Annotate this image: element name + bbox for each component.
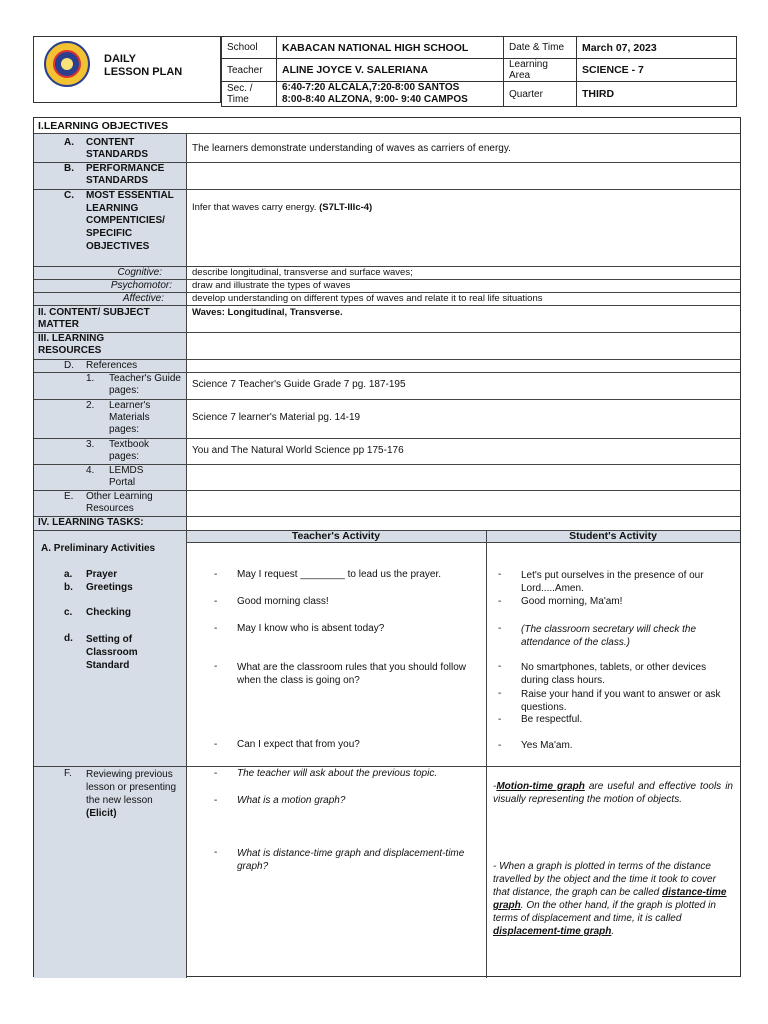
elicit-tag: (Elicit) — [86, 808, 117, 819]
teacher-label: Teacher — [222, 59, 277, 82]
b-letter: B. — [64, 163, 74, 174]
teacher-line-5: Can I expect that from you? — [237, 739, 360, 750]
tasks-label-shade — [34, 530, 186, 978]
motion-time-term: Motion-time graph — [496, 781, 585, 792]
teacher-line-1: May I request ________ to lead us the prayer. — [237, 569, 442, 580]
other-resources-label: Other Learning Resources — [86, 491, 153, 514]
a-letter: A. — [64, 137, 74, 148]
ref-3-text: You and The Natural World Science pp 175-176 — [192, 445, 404, 456]
item-a-letter: a. — [64, 569, 73, 580]
quarter-value: THIRD — [577, 82, 737, 107]
tasks-label: IV. LEARNING TASKS: — [38, 517, 144, 528]
quarter-label: Quarter — [504, 82, 577, 107]
student-line-2: Good morning, Ma'am! — [521, 596, 623, 607]
student-line-4: No smartphones, tablets, or other devices during class hours. — [521, 662, 707, 686]
reviewing-label — [86, 768, 184, 820]
ref-2-text: Science 7 learner's Material pg. 14-19 — [192, 412, 361, 423]
greetings-label: Greetings — [86, 582, 133, 593]
date-value: March 07, 2023 — [577, 37, 737, 59]
c-letter: C. — [64, 190, 74, 201]
checking-label: Checking — [86, 607, 132, 618]
e-letter: E. — [64, 491, 74, 502]
displacement-time-term: displacement-time graph — [493, 926, 612, 937]
teacher-line-2: Good morning class! — [237, 596, 329, 607]
setting-label: Setting of Classroom Standard — [86, 634, 138, 671]
student-line-6: Be respectful. — [521, 714, 583, 725]
melc-objective: Infer that waves carry energy. — [192, 202, 317, 213]
header-logo-cell — [33, 36, 221, 103]
references-label: References — [86, 360, 138, 371]
lesson-plan-table: I.LEARNING OBJECTIVES A. CONTENT STANDARDS The learners demonstrate understanding of waves as carriers of energy. B. PERFORMANCE STANDARDS C. MOST ESSENTIAL LEARNING COMPENTICIES/ SPECIFIC OBJECTIVES Infer that waves carry energy. (S7LT-IIIc-4) Cognitive: describe longitudinal, transverse and surface waves; Psychomotor: draw and illustrate the types of waves Affective: develop understanding on different types of waves and relate it to real life situations II. CONTENT/ SUBJECT MATTER Waves: Longitudinal, Transverse. III. LEARNING RESOURCES D. References 1. Teacher's Guide pages: Science 7 Teacher's Guide Grade 7 pg. 187-195 2. Learner's Materials pages: Science 7 learner's Material pg. 14-19 3. Textbook pages: You and The Natural World Science pp 175-176 4. LEMDS Portal E. Other Learning Resources IV. LEARNING TASKS: Teacher's Activity Student's Activity A. Preliminary Activities a. Prayer b. Greetings c. Checking d. Setting of Classroom Standard - May I request ________ to lead us the prayer. - Good morning class! - May I know who is absent today? - What are the classroom rules that you should follow when the class is going on? - Can I expect that from you? - Let's put ourselves in the presence of our Lord.....Amen. - Good morning, Ma'am! - (The classroom secretary will check the attendance of the class.) - No smartphones, tablets, or other devices during class hours. - Raise your hand if you want to answer or ask questions. - Be respectful. - Yes Ma'am. F. Reviewing previous lesson or presenting the new lesson (Elicit) - The teacher will ask about the previous topic. - What is a motion graph? - What is distance-time graph and displacement-time graph? -Motion-time graph are useful and effective tools in visually representing the motion of objects. - When a graph is plotted in terms of the distance travelled by the object and the time it took to cover that distance, the graph can be called distance-time graph. On the other hand, if the graph is plotted in terms of displacement and time, it is called displacement-time graph. — [33, 117, 741, 977]
content-label: II. CONTENT/ SUBJECT MATTER — [38, 307, 150, 330]
graph-desc-a: - When a graph is plotted in terms of the distance travelled by the object and the time it took to cover that distance, the graph can be called — [493, 861, 716, 898]
review-student-2 — [493, 860, 733, 938]
sec-line-2: 8:00-8:40 ALZONA, 9:00- 9:40 CAMPOS — [282, 94, 468, 105]
school-value: KABACAN NATIONAL HIGH SCHOOL — [277, 37, 504, 59]
student-line-3: (The classroom secretary will check the attendance of the class.) — [521, 624, 697, 648]
affective-text: develop understanding on different types of waves and relate it to real life situations — [192, 293, 543, 304]
f-letter: F. — [64, 768, 72, 779]
student-activity-header: Student's Activity — [569, 530, 657, 542]
ref-1-num: 1. — [86, 373, 95, 384]
graph-desc-c: . — [611, 926, 615, 937]
melc-text — [192, 202, 372, 214]
area-label: Learning Area — [504, 59, 577, 82]
performance-standards-label: PERFORMANCE STANDARDS — [86, 163, 165, 186]
sec-label: Sec. / Time — [222, 82, 277, 107]
teacher-line-4: What are the classroom rules that you should follow when the class is going on? — [237, 662, 466, 686]
header-info-table — [221, 36, 737, 107]
review-teacher-3: What is distance-time graph and displacement-time graph? — [237, 848, 465, 872]
teacher-activity-header: Teacher's Activity — [291, 530, 381, 542]
ref-3-num: 3. — [86, 439, 95, 450]
ref-4-label: LEMDS Portal — [109, 465, 144, 488]
ref-1-text: Science 7 Teacher's Guide Grade 7 pg. 187-195 — [192, 379, 406, 390]
graph-desc-b: . On the other hand, if the graph is plotted in terms of displacement and time, it is called — [493, 900, 716, 924]
sec-line-1: 6:40-7:20 ALCALA,7:20-8:00 SANTOS — [282, 82, 460, 93]
distance-time-term: distance-time graph — [493, 887, 727, 911]
motion-time-desc: are useful and effective tools in visually representing the motion of objects. — [493, 781, 733, 805]
ref-2-num: 2. — [86, 400, 95, 411]
teacher-value: ALINE JOYCE V. SALERIANA — [277, 59, 504, 82]
d-letter: D. — [64, 360, 74, 371]
ref-2-label: Learner's Materials pages: — [109, 400, 151, 435]
content-standards-text: The learners demonstrate understanding of waves as carriers of energy. — [192, 143, 511, 154]
prayer-label: Prayer — [86, 569, 118, 580]
content-standards-label: CONTENT STANDARDS — [86, 137, 149, 160]
ref-4-num: 4. — [86, 465, 95, 476]
melc-label: MOST ESSENTIAL LEARNING COMPENTICIES/ SPECIFIC OBJECTIVES — [86, 190, 174, 252]
student-line-1: Let's put ourselves in the presence of our Lord.....Amen. — [521, 570, 704, 594]
school-label: School — [222, 37, 277, 59]
sec-value — [277, 82, 504, 107]
area-value: SCIENCE - 7 — [577, 59, 737, 82]
psychomotor-text: draw and illustrate the types of waves — [192, 280, 351, 291]
item-c-letter: c. — [64, 607, 73, 618]
item-b-letter: b. — [64, 582, 73, 593]
psychomotor-label: Psychomotor: — [110, 280, 172, 291]
document-title: DAILY LESSON PLAN — [104, 53, 183, 78]
cognitive-text: describe longitudinal, transverse and surface waves; — [192, 267, 413, 278]
cognitive-label: Cognitive: — [117, 267, 162, 278]
melc-code: (S7LT-IIIc-4) — [319, 202, 373, 213]
reviewing-text: Reviewing previous lesson or presenting the new lesson — [86, 769, 177, 806]
teacher-line-3: May I know who is absent today? — [237, 623, 385, 634]
review-teacher-2: What is a motion graph? — [237, 795, 346, 806]
review-student-1: -Motion-time graph are useful and effective tools in visually representing the motion of objects. — [493, 781, 733, 805]
affective-label: Affective: — [122, 293, 164, 304]
objectives-heading: I.LEARNING OBJECTIVES — [38, 120, 169, 132]
preliminary-label: A. Preliminary Activities — [41, 543, 156, 554]
resources-label: III. LEARNING RESOURCES — [38, 333, 105, 356]
date-label: Date & Time — [504, 37, 577, 59]
ref-1-label: Teacher's Guide pages: — [109, 373, 181, 396]
item-d-letter: d. — [64, 633, 73, 644]
student-line-5: Raise your hand if you want to answer or ask questions. — [521, 689, 721, 713]
school-seal-icon — [44, 41, 90, 87]
ref-3-label: Textbook pages: — [109, 439, 150, 462]
review-teacher-1: The teacher will ask about the previous topic. — [237, 768, 438, 779]
content-text: Waves: Longitudinal, Transverse. — [192, 307, 343, 318]
student-line-7: Yes Ma'am. — [521, 740, 573, 751]
